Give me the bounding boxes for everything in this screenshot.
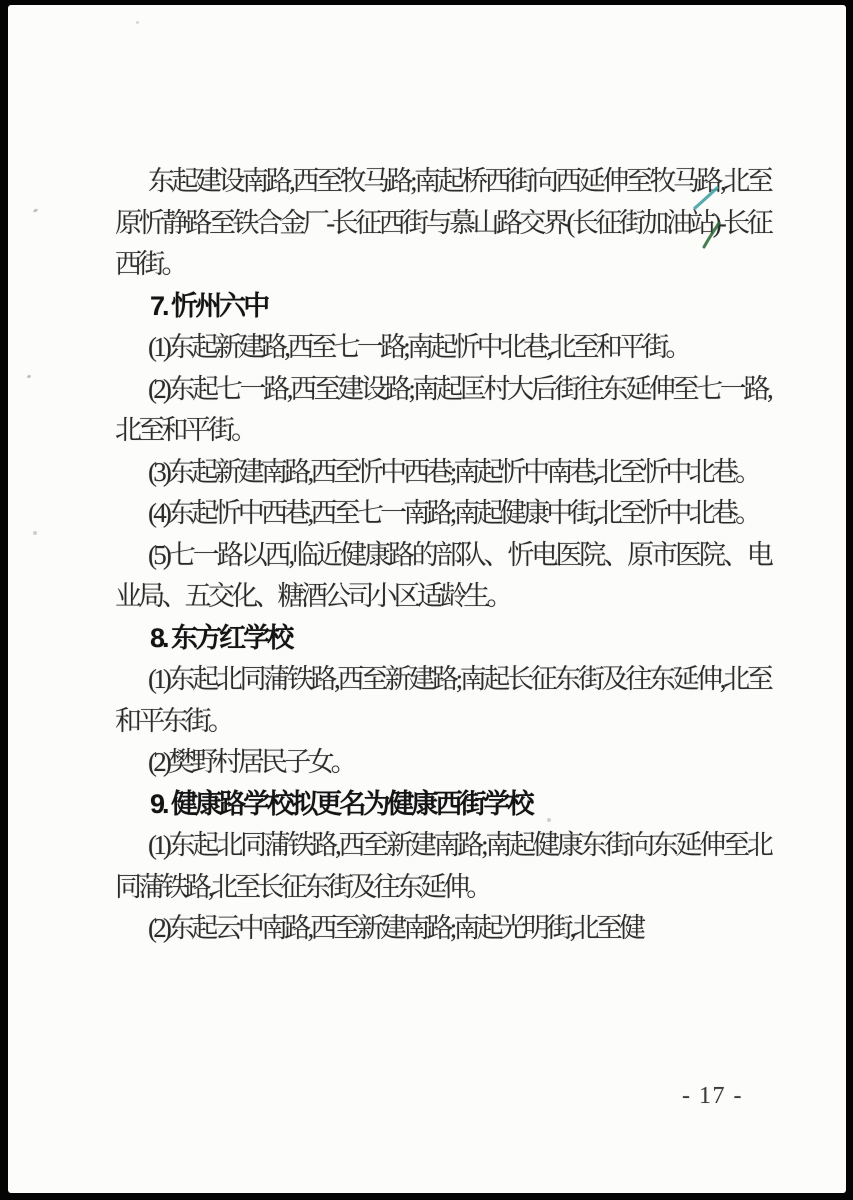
scan-speck — [136, 21, 139, 24]
section-heading-9: 9. 健康路学校拟更名为健康西街学校 — [150, 788, 532, 819]
body-paragraph: (4)东起忻中西巷,西至七一南路;南起健康中街,北至忻中北巷。 — [148, 498, 759, 528]
body-paragraph: (2)东起七一路,西至建设路;南起匡村大后街往东延伸至七一路,北至和平街。 — [115, 373, 770, 445]
document-body-text — [115, 161, 770, 950]
body-paragraph: 东起建设南路,西至牧马路;南起桥西街向西延伸至牧马路,北至原忻静路至铁合金厂-长征西街与慕山路交界(长征街加油站)-长征西街。 — [115, 166, 770, 279]
body-paragraph: (1)东起新建路,西至七一路;南起忻中北巷,北至和平街。 — [148, 332, 689, 362]
body-paragraph: (3)东起新建南路,西至忻中西巷;南起忻中南巷,北至忻中北巷。 — [148, 456, 759, 487]
page-number: - 17 - — [682, 1083, 743, 1109]
document-page — [8, 5, 846, 1193]
section-heading-8: 8. 东方红学校 — [150, 622, 292, 653]
body-paragraph: (5)七一路以西,临近健康路的部队、忻电医院、原市医院、电业局、五交化、糖酒公司小区适龄生。 — [115, 539, 770, 611]
body-paragraph: (1)东起北同蒲铁路,西至新建南路;南起健康东街向东延伸至北同蒲铁路,北至长征东街及往东延伸。 — [115, 830, 770, 902]
body-paragraph: (2)东起云中南路,西至新建南路;南起光明街,北至健 — [148, 913, 643, 943]
body-paragraph: (2)樊野村居民子女。 — [148, 747, 354, 777]
scan-speck — [33, 531, 37, 535]
scan-speck — [547, 818, 551, 822]
body-paragraph: (1)东起北同蒲铁路,西至新建路;南起长征东街及往东延伸,北至和平东街。 — [115, 664, 770, 736]
section-heading-7: 7. 忻州六中 — [150, 290, 268, 321]
